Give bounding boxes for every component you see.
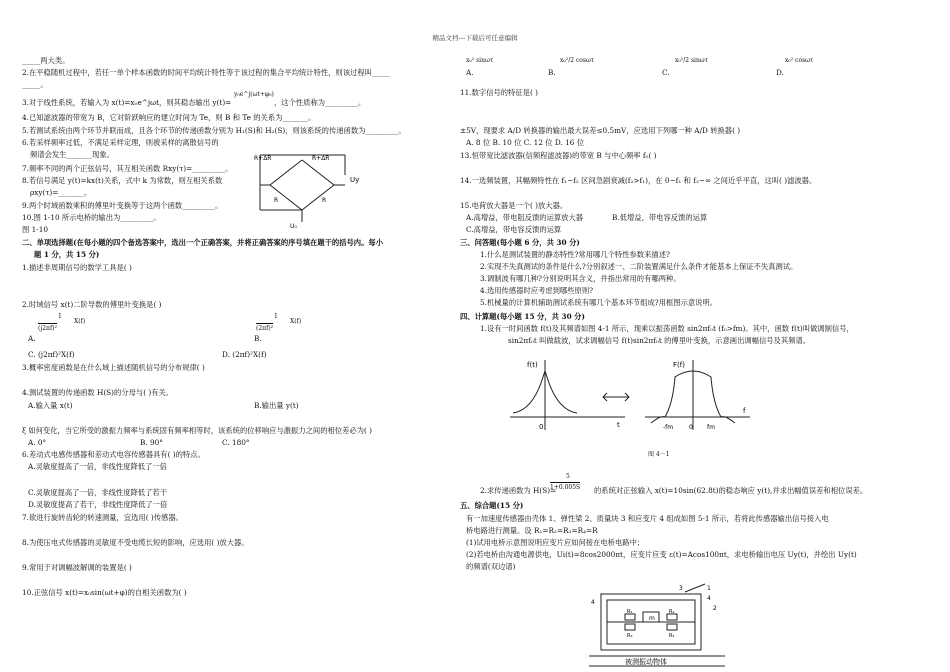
mc-question-11: 11.数字信号的特征是( ): [460, 88, 538, 97]
synthesis-question-text: 有一加速度传感器由壳体 1、弹性梁 2、质量块 3 和应变片 4 组成如图 5-1 所示，若将此传感器输出信号接入电: [466, 514, 829, 523]
q2-xf-a: X(f): [74, 318, 86, 325]
fill-blank-4: 4.已知滤波器的带宽为 B，它对阶跃响应的建立时间为 Te，则 B 和 Te 的关系为_______。: [22, 113, 316, 122]
q15-option-b: B.低增益，带电容反馈的运算: [612, 213, 708, 222]
accelerometer-figure: [585, 582, 730, 670]
fill-blank-8b: ρxy(τ)=_______。: [30, 188, 92, 197]
calc-question-1: 1.设有一时间函数 f(t)及其频谱如图 4-1 所示，现乘以振荡函数 sin2πf₀t (f₀>fm)。其中，函数 f(t)叫做调制信号，: [480, 324, 854, 333]
q4-option-a: A.输入量 x(t): [28, 401, 73, 410]
mc-question-7: 7.欲进行旋转齿轮的转速测量，宜选用( )传感器。: [22, 513, 183, 522]
acc-r1-label: R₁: [627, 609, 633, 615]
q15-option-c: C.高增益，带电容反馈的运算: [466, 225, 562, 234]
section-2-title-cont: 题 1 分，共 15 分): [34, 250, 100, 259]
mc-question-8: 8.为使压电式传感器的灵敏度不受电缆长短的影响，应选用( )放大器。: [22, 538, 249, 547]
calc2-frac-den: 1+0.005S: [550, 484, 581, 491]
fill-blank-6b: 频谱会发生_______现象。: [30, 150, 114, 159]
bridge-r2-label: R+ΔR: [312, 155, 330, 162]
calc2-frac-num: 5: [566, 473, 570, 480]
mc-question-1: 1.描述非周期信号的数学工具是( ): [22, 263, 132, 272]
q5-option-b: B. 90°: [140, 438, 163, 447]
fill-blank-1: _____两大类。: [22, 56, 70, 65]
calc-question-2-cont: 的系统对正弦输入 x(t)=10sin(62.8t)的稳态响应 y(t),并求出幅值误差和相位误差。: [594, 486, 868, 495]
synthesis-subquestion-2-cont: 的频谱(双边谱): [466, 562, 516, 571]
q2-option-a: A.: [28, 334, 36, 343]
acc-part-3: 3: [679, 585, 683, 592]
section-4-title: 四、计算题(每小题 15 分，共 30 分): [460, 312, 585, 321]
mc-question-10: 10.正弦信号 x(t)=x₀sin(ωt+φ)的自相关函数为( ): [22, 588, 187, 597]
q10-option-a: A.: [466, 68, 474, 77]
q6-option-c: C.灵敏度提高了一倍，非线性度降低了若干: [28, 488, 167, 497]
q10-option-c: C.: [662, 68, 670, 77]
q2-frac-a-den: (j2πf)²: [38, 325, 57, 332]
mc-question-5: ξ 如何变化，当它所受的激振力频率与系统固有频率相等时，该系统的位移响应与激振力之间的相位差必为( ): [22, 426, 373, 435]
fig-origin-left: 0: [539, 423, 544, 431]
figure-4-1: [505, 355, 755, 440]
fig-neg-fm-label: -fm: [663, 424, 674, 431]
q12-options: A. 8 位 B. 10 位 C. 12 位 D. 16 位: [466, 138, 585, 147]
fill-blank-3-output: y₀e^j(ωt+φ₀): [234, 91, 274, 98]
q10-option-b: B.: [548, 68, 556, 77]
bridge-r1-label: R+ΔR: [254, 155, 272, 162]
essay-question-1: 1.什么是测试装置的静态特性?常用哪几个特性参数来描述?: [480, 250, 670, 259]
mc-question-2: 2.时域信号 x(t)二阶导数的傅里叶变换是( ): [22, 300, 162, 309]
mc-question-14: 14.一选频装置，其幅频特性在 f₁~f₂ 区间急剧衰减(f₂>f₁)，在 0~f₁ 和 f₂~∞ 之间近乎平直，这叫( )滤波器。: [460, 176, 817, 185]
q15-option-a: A.高增益，带电阻反馈的运算放大器: [466, 213, 584, 222]
q10-expr-a: x₀² sinωτ: [466, 57, 494, 64]
fill-blank-2b: _____。: [22, 80, 48, 89]
q5-option-c: C. 180°: [222, 438, 250, 447]
acc-part-4: 4: [591, 599, 595, 606]
fill-blank-10: 10.图 1-10 所示电桥的输出为_________。: [22, 213, 161, 222]
mc-question-13: 13.恒带宽比滤波器(信频程滤波器)的带宽 B 与中心频率 f₀( ): [460, 151, 657, 160]
synthesis-subquestion-1: (1)试用电桥示意图说明应变片应如何接在电桥电路中；: [466, 538, 645, 547]
section-2-title: 二、单项选择题(在每小题的四个备选答案中，选出一个正确答案，并将正确答案的序号填在题干的括号内。每小: [22, 238, 383, 247]
mc-question-6: 6.差动式电感传感器和差动式电容传感器具有( )的特点。: [22, 450, 205, 459]
bridge-r4-label: R: [322, 197, 327, 204]
q10-expr-c: x₀²/2 sinωτ: [675, 57, 709, 64]
fig-origin-right: 0: [689, 424, 693, 431]
calc-question-1-cont: sin2πf₀t 叫做载波，试求调幅信号 f(t)sin2πf₀t 的傅里叶变换，示意画出调幅信号及其频谱。: [508, 336, 811, 345]
fig-f-label: f: [743, 407, 746, 415]
mc-question-15: 15.电荷放大器是一个( )放大器。: [460, 201, 568, 210]
fill-blank-3: 3.对于线性系统，若输入为 x(t)=x₀e^jωt，则其稳态输出 y(t)=: [22, 98, 232, 107]
acc-part-1: 1: [707, 585, 711, 592]
bridge-u0-label: U₀: [290, 223, 297, 230]
fill-blank-9: 9.两个时域函数乘积的傅里叶变换等于这两个函数_________。: [22, 201, 223, 210]
acc-part-4b: 4: [707, 595, 711, 602]
page-header: 精品文档---下载后可任意编辑: [432, 34, 518, 42]
acc-mass-label: m: [649, 615, 655, 622]
acc-base-label: 被测振动物体: [625, 658, 667, 666]
essay-question-4: 4.选用传感器时应考虑到哪些原则?: [480, 286, 594, 295]
fill-blank-7: 7.频率不同的两个正弦信号，其互相关函数 Rxy(τ)=_________。: [22, 164, 233, 173]
fill-blank-2: 2.在平稳随机过程中，若任一单个样本函数的时间平均统计特性等于该过程的集合平均统计特性，则该过程叫_____: [22, 68, 391, 77]
acc-part-2: 2: [713, 605, 717, 612]
fig-ft-label: f(t): [527, 361, 538, 369]
fill-blank-5: 5.若测试系统由两个环节并联而成，且各个环节的传递函数分别为 H₁(S)和 H₂(S)，则该系统的传递函数为_________。: [22, 126, 406, 135]
q6-option-d: D.灵敏度提高了若干，非线性度降低了一倍: [28, 500, 168, 509]
q2-frac-b-num: 1: [274, 313, 278, 320]
acc-r4-label: R₄: [669, 633, 675, 639]
q2-xf-b: X(f): [290, 318, 302, 325]
fig-Ff-label: F(f): [673, 361, 685, 369]
fig-fm-label: fm: [707, 424, 715, 431]
mc-question-3: 3.概率密度函数是在什么域上描述随机信号的分布规律( ): [22, 363, 205, 372]
q4-option-b: B.输出量 y(t): [254, 401, 299, 410]
mc-question-4: 4.测试装置的传递函数 H(S)的分母与( )有关。: [22, 388, 174, 397]
bridge-r3-label: R: [274, 197, 279, 204]
figure-caption-1-10: 图 1-10: [22, 225, 49, 234]
q2-option-d: D. (2πf)²X(f): [222, 350, 267, 359]
q6-option-a: A.灵敏度提高了一倍，非线性度降低了一倍: [28, 462, 167, 471]
figure-caption-4-1: 图 4－1: [648, 451, 670, 458]
q10-option-d: D.: [776, 68, 784, 77]
section-5-title: 五、综合题(15 分): [460, 501, 524, 510]
fill-blank-8: 8.若信号满足 y(t)=kx(t)关系，式中 k 为常数，则互相关系数: [22, 176, 223, 185]
bridge-uy-label: Uy: [350, 176, 360, 184]
fig-t-label: t: [617, 421, 620, 429]
q5-option-a: A. 0°: [28, 438, 47, 447]
q2-option-b: B.: [254, 334, 262, 343]
q2-option-c: C. (j2πf)²X(f): [28, 350, 75, 359]
mc-question-9: 9.常用于对调幅波解调的装置是( ): [22, 563, 132, 572]
essay-question-5: 5.机械量的计算机辅助测试系统有哪几个基本环节组成?用框图示意说明。: [480, 298, 718, 307]
acc-r2-label: R₂: [669, 609, 675, 615]
essay-question-3: 3.调制波有哪几种?分别说明其含义，并指出常用的有哪两种。: [480, 274, 681, 283]
q2-frac-b-den: (2πf)²: [256, 325, 274, 332]
q2-frac-a-num: 1: [58, 313, 62, 320]
synthesis-question-text-cont: 桥电路进行测量。设 R₁=R₂=R₃=R₄=R: [466, 526, 598, 535]
mc-question-12: ±5V，现要求 A/D 转换器的输出最大误差≤0.5mV，应选用下列哪一种 A/D 转换器( ): [460, 126, 741, 135]
acc-r3-label: R₃: [627, 633, 633, 639]
bridge-circuit-figure: [250, 150, 370, 230]
q10-expr-b: x₀²/2 cosωτ: [560, 57, 595, 64]
synthesis-subquestion-2: (2)若电桥由沟通电源供电，Ui(t)=8cos2000πt，应变片应变 ε(t)=Acos100πt，求电桥输出电压 Uy(t)，并绘出 Uy(t): [466, 550, 857, 559]
essay-question-2: 2.实现不失真测试的条件是什么?分别叙述一、二阶装置满足什么条件才能基本上保证不失真测试。: [480, 262, 798, 271]
calc-question-2: 2.求传递函数为 H(S)=: [480, 486, 557, 495]
fill-blank-3b: ，这个性质称为_________。: [274, 98, 366, 107]
fill-blank-6: 6.若采样频率过低，不满足采样定理，则被采样的离散信号的: [22, 138, 219, 147]
section-3-title: 三、问答题(每小题 6 分，共 30 分): [460, 238, 580, 247]
q10-expr-d: x₀² cosωτ: [785, 57, 814, 64]
